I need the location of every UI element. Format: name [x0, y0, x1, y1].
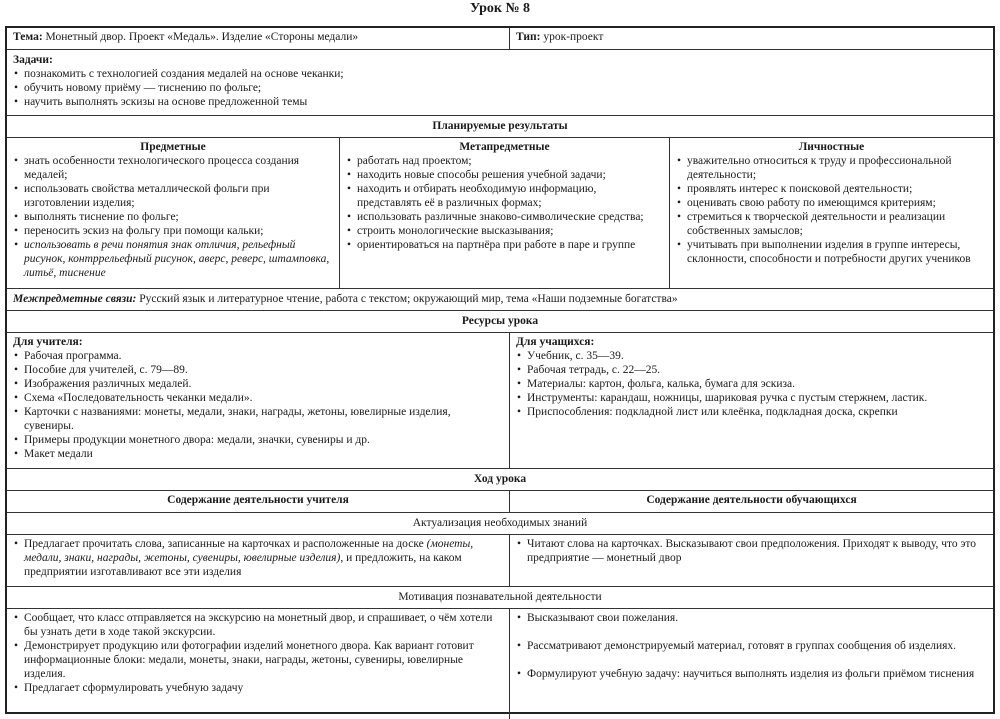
stage2-teacher-item: • Демонстрирует продукцию или фотографии изделий монетного двора. Как вариант готовит информационные блоки: медали, монеты, знаки, награды, жетоны, сувениры, ювелирные изделия. — [13, 639, 503, 681]
topic-label: Тема: — [13, 31, 43, 43]
stage2-teacher — [7, 609, 510, 719]
resource-item: • Материалы: картон, фольга, калька, бумага для эскиза. — [516, 377, 987, 391]
result-item: • строить монологические высказывания; — [346, 224, 663, 238]
topic-cell — [7, 28, 510, 49]
stage2-student-item: • Рассматривают демонстрируемый материал, готовят в группах сообщения об изделиях. — [516, 639, 987, 653]
stage2-row — [7, 609, 993, 719]
stage1-row — [7, 535, 993, 587]
result-item: • использовать различные знаково-символические средства; — [346, 210, 663, 224]
result-item: • знать особенности технологического процесса создания медалей; — [13, 154, 333, 182]
personal-results-title: Личностные — [798, 141, 865, 153]
tasks-label: Задачи: — [13, 54, 53, 66]
task-item: • познакомить с технологией создания медалей на основе чеканки; — [13, 67, 987, 81]
stage2-students — [510, 609, 993, 719]
result-item: • учитывать при выполнении изделия в группе интересы, склонности, способности и потребности других учеников — [676, 238, 987, 266]
interdisciplinary-label: Межпредметные связи: — [13, 293, 137, 305]
result-item: • находить и отбирать необходимую информацию, представлять её в различных формах; — [346, 182, 663, 210]
lesson-flow-heading: Ход урока — [7, 469, 993, 491]
type-label: Тип: — [516, 31, 541, 43]
planned-results-row — [7, 138, 993, 289]
task-item: • обучить новому приёму — тиснению по фольге; — [13, 81, 987, 95]
teacher-activity-header: Содержание деятельности учителя — [7, 491, 510, 512]
result-item: • переносить эскиз на фольгу при помощи кальки; — [13, 224, 333, 238]
tasks-row — [7, 50, 993, 116]
student-resources-col — [510, 333, 993, 468]
stage2-teacher-item: • Предлагает сформулировать учебную задачу — [13, 681, 503, 695]
resource-item: • Приспособления: подкладной лист или клеёнка, подкладная доска, скрепки — [516, 405, 987, 419]
resources-heading: Ресурсы урока — [7, 311, 993, 333]
resource-item: • Рабочая программа. — [13, 349, 503, 363]
stage2-student-item: • Формулируют учебную задачу: научиться выполнять изделия из фольги приёмом тиснения — [516, 667, 987, 681]
resource-item: • Инструменты: карандаш, ножницы, шариковая ручка с пустым стержнем, ластик. — [516, 391, 987, 405]
resources-row — [7, 333, 993, 469]
type-text: урок-проект — [543, 31, 604, 43]
subject-results-col — [7, 138, 340, 288]
student-activity-header: Содержание деятельности обучающихся — [646, 494, 857, 506]
resource-item: • Схема «Последовательность чеканки медали». — [13, 391, 503, 405]
result-item: • ориентироваться на партнёра при работе в паре и группе — [346, 238, 663, 252]
resource-item: • Рабочая тетрадь, с. 22—25. — [516, 363, 987, 377]
student-resources-label: Для учащихся: — [516, 336, 595, 348]
topic-text: Монетный двор. Проект «Медаль». Изделие «Стороны медали» — [45, 31, 359, 43]
result-item: • выполнять тиснение по фольге; — [13, 210, 333, 224]
resource-item: • Примеры продукции монетного двора: медали, значки, сувениры и др. — [13, 433, 503, 447]
stage1-students — [510, 535, 993, 586]
stage1-teacher-item: • Предлагает прочитать слова, записанные на карточках и расположенные на доске (монеты, медали, знаки, награды, жетоны, сувениры, ювелирные изделия), и предложить, на каком предприятии изготавливают все эти изделия — [13, 537, 503, 579]
lesson-title: Урок № 8 — [469, 1, 531, 16]
resource-item: • Учебник, с. 35—39. — [516, 349, 987, 363]
stage2-student-item: • Высказывают свои пожелания. — [516, 611, 987, 625]
result-item: • находить новые способы решения учебной задачи; — [346, 168, 663, 182]
planned-results-heading: Планируемые результаты — [7, 116, 993, 138]
result-item: • уважительно относиться к труду и профессиональной деятельности; — [676, 154, 987, 182]
stage2-teacher-item: • Сообщает, что класс отправляется на экскурсию на монетный двор, и спрашивает, о чём хотели бы узнать дети в ходе такой экскурсии. — [13, 611, 503, 639]
meta-results-title: Метапредметные — [459, 141, 550, 153]
interdisciplinary-row — [7, 289, 993, 311]
type-cell — [510, 28, 993, 49]
lesson-plan-table — [5, 26, 995, 714]
result-item: • использовать свойства металлической фольги при изготовлении изделия; — [13, 182, 333, 210]
teacher-resources-label: Для учителя: — [13, 336, 83, 348]
tasks-list — [13, 67, 987, 109]
resource-item: • Карточки с названиями: монеты, медали, знаки, награды, жетоны, ювелирные изделия, сувениры. — [13, 405, 503, 433]
topic-row — [7, 28, 993, 50]
interdisciplinary-text: Русский язык и литературное чтение, работа с текстом; окружающий мир, тема «Наши подземные богатства» — [139, 293, 678, 305]
result-item: • работать над проектом; — [346, 154, 663, 168]
resource-item: • Изображения различных медалей. — [13, 377, 503, 391]
stage2-title: Мотивация познавательной деятельности — [7, 587, 993, 609]
result-item: • оценивать свою работу по имеющимся критериям; — [676, 196, 987, 210]
resource-item: • Пособие для учителей, с. 79—89. — [13, 363, 503, 377]
resource-item: • Макет медали — [13, 447, 503, 461]
teacher-resources-col — [7, 333, 510, 468]
stage1-teacher — [7, 535, 510, 586]
result-item: • проявлять интерес к поисковой деятельности; — [676, 182, 987, 196]
subject-results-title: Предметные — [140, 141, 206, 153]
lesson-flow-col-headers — [7, 491, 993, 513]
stage1-student-item: • Читают слова на карточках. Высказывают свои предположения. Приходят к выводу, что это предприятие — монетный двор — [516, 537, 987, 565]
meta-results-col — [340, 138, 670, 288]
result-item: • стремиться к творческой деятельности и реализации собственных замыслов; — [676, 210, 987, 238]
result-item: • использовать в речи понятия знак отличия, рельефный рисунок, контррельефный рисунок, аверс, реверс, штамповка, литьё, тиснение — [13, 238, 333, 280]
stage1-title: Актуализация необходимых знаний — [7, 513, 993, 535]
task-item: • научить выполнять эскизы на основе предложенной темы — [13, 95, 987, 109]
personal-results-col — [670, 138, 993, 288]
